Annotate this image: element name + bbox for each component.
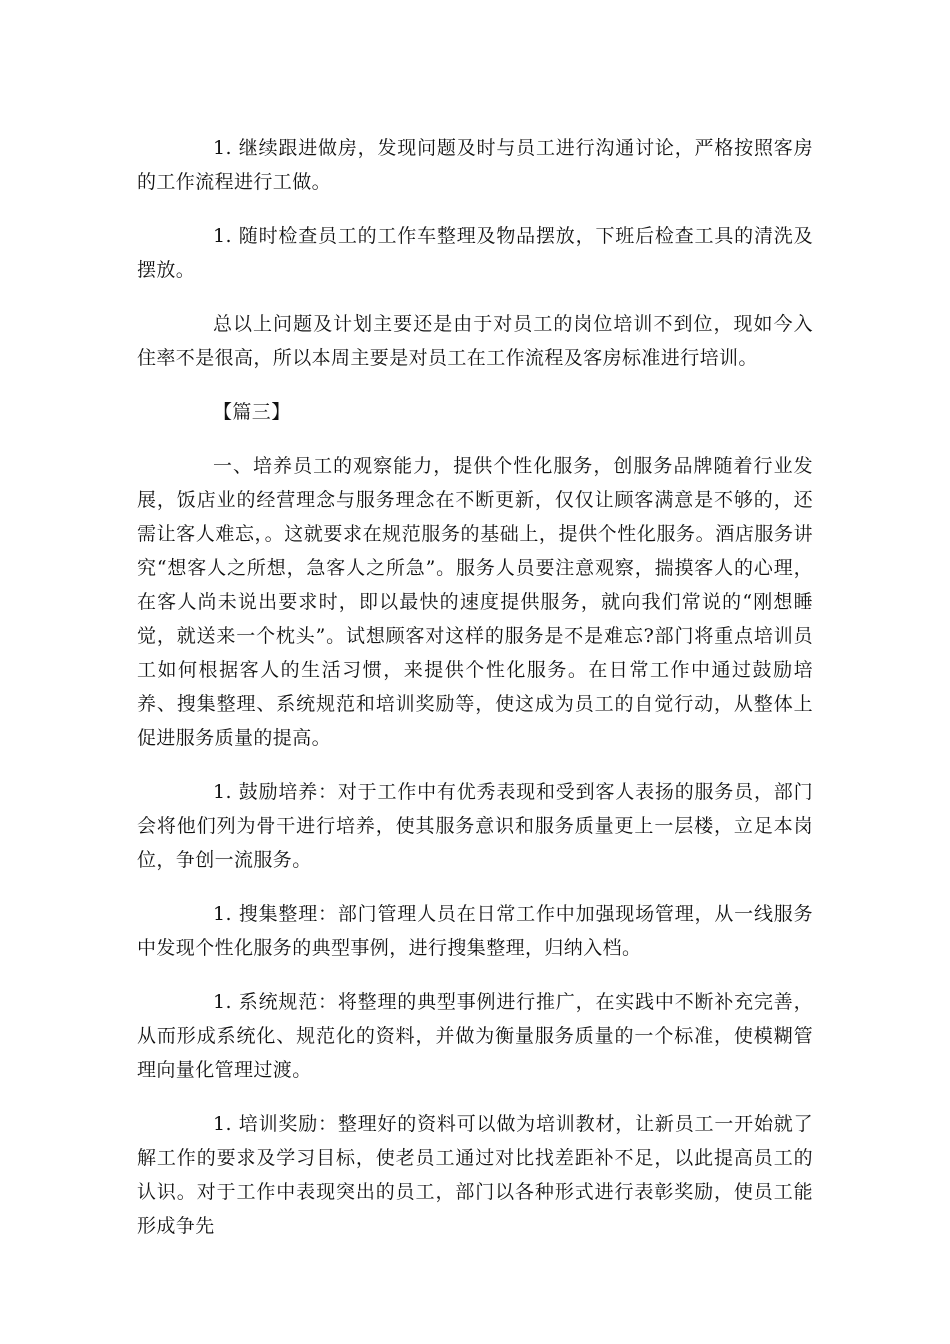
paragraph-observation-ability: 一、培养员工的观察能力，提供个性化服务，创服务品牌随着行业发展，饭店业的经营理念与服务理念在不断更新，仅仅让顾客满意是不够的，还需让客人难忘，。这就要求在规范服务的基础上，提供个性化服务。酒店服务讲究“想客人之所想，急客人之所急”。服务人员要注意观察，揣摸客人的心理，在客人尚未说出要求时，即以最快的速度提供服务，就向我们常说的“刚想睡觉，就送来一个枕头”。试想顾客对这样的服务是不是难忘?部门将重点培训员工如何根据客人的生活习惯，来提供个性化服务。在日常工作中通过鼓励培养、搜集整理、系统规范和培训奖励等，使这成为员工的自觉行动，从整体上促进服务质量的提高。 [137, 455, 813, 749]
section-heading: 【篇三】 [213, 401, 291, 423]
paragraph-collect-organize: 1. 搜集整理：部门管理人员在日常工作中加强现场管理，从一线服务中发现个性化服务的典型事例，进行搜集整理，归纳入档。 [137, 903, 813, 959]
paragraph-system-standardize: 1. 系统规范：将整理的典型事例进行推广，在实践中不断补充完善，从而形成系统化、规范化的资料，并做为衡量服务质量的一个标准，使模糊管理向量化管理过渡。 [137, 991, 813, 1081]
paragraph-training-reward: 1. 培训奖励：整理好的资料可以做为培训教材，让新员工一开始就了解工作的要求及学习目标，使老员工通过对比找差距补不足，以此提高员工的认识。对于工作中表现突出的员工，部门以各种形式进行表彰奖励，使员工能形成争先 [137, 1113, 813, 1237]
paragraph-check-work-cart: 1. 随时检查员工的工作车整理及物品摆放，下班后检查工具的清洗及摆放。 [137, 225, 813, 281]
paragraph-follow-up-rooms: 1. 继续跟进做房，发现问题及时与员工进行沟通讨论，严格按照客房的工作流程进行工做。 [137, 137, 813, 193]
paragraph-encourage-training: 1. 鼓励培养：对于工作中有优秀表现和受到客人表扬的服务员，部门会将他们列为骨干进行培养，使其服务意识和服务质量更上一层楼，立足本岗位，争创一流服务。 [137, 781, 813, 871]
paragraph-summary: 总以上问题及计划主要还是由于对员工的岗位培训不到位，现如今入住率不是很高，所以本周主要是对员工在工作流程及客房标准进行培训。 [137, 313, 813, 369]
document-body [137, 131, 813, 1263]
